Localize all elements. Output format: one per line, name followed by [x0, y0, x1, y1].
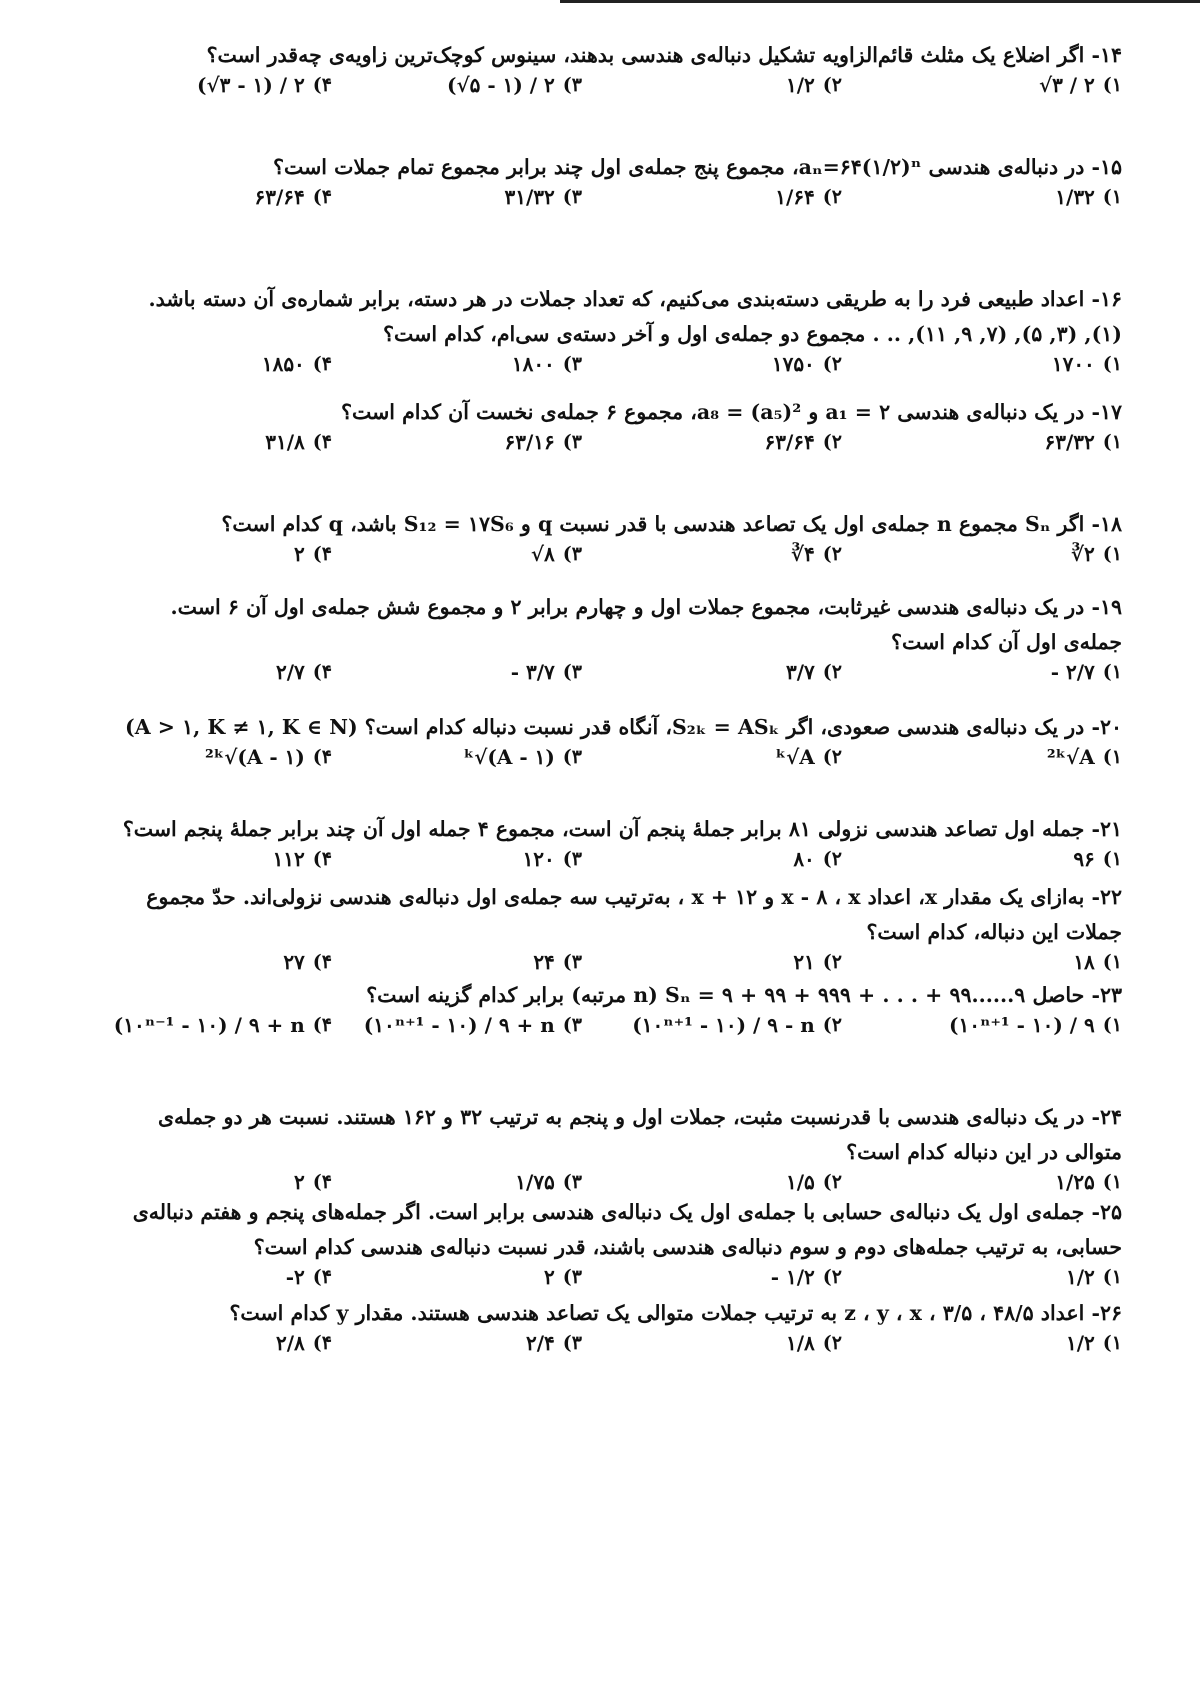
option-number: (۲ — [822, 1266, 842, 1288]
option-value: - ۳/۷ — [510, 660, 555, 684]
option-value: ۲/۴ — [526, 1331, 555, 1355]
option-number: (۲ — [822, 951, 842, 973]
stem-line: ۱۸- اگر Sₙ مجموع n جمله‌ی اول یک تصاعد هندسی با قدر نسبت q و S₁₂ = ۱۷S₆ باشد، q کدام است؟ — [221, 512, 1122, 536]
option-value: ۱/۲۵ — [1055, 1170, 1095, 1194]
option-value: ۱/۲ — [1066, 1265, 1095, 1289]
option-1[interactable] — [1047, 745, 1122, 769]
option-2[interactable] — [772, 352, 842, 376]
option-2[interactable] — [786, 1331, 842, 1355]
option-1[interactable] — [1055, 185, 1122, 209]
option-3[interactable] — [515, 1170, 582, 1194]
option-number: (۳ — [562, 1171, 582, 1193]
option-value: (۱۰ⁿ⁺¹ - ۱۰) / ۹ - n — [632, 1013, 815, 1037]
options-row — [82, 745, 1122, 789]
options-row — [82, 430, 1122, 474]
option-3[interactable] — [464, 745, 582, 769]
option-value: ۱۷۰۰ — [1051, 352, 1095, 376]
options-row — [82, 1331, 1122, 1375]
option-1[interactable] — [1073, 950, 1122, 974]
stem-line: ۲۶- اعداد ۴۸/۵ ، z ، y ، x ، ۳/۵ به ترتیب جملات متوالی یک تصاعد هندسی هستند. مقدار y کدام است؟ — [229, 1301, 1122, 1325]
option-number: (۴ — [312, 74, 332, 96]
option-4[interactable] — [205, 745, 332, 769]
stem-line: (۱), (۳, ۵), (۷, ۹, ۱۱), .. . مجموع دو جمله‌ی اول و آخر دسته‌ی سی‌ام، کدام است؟ — [383, 322, 1122, 346]
options-row — [82, 660, 1122, 704]
option-1[interactable] — [1039, 73, 1122, 97]
option-3[interactable] — [505, 430, 582, 454]
option-4[interactable] — [283, 950, 332, 974]
option-number: (۱ — [1102, 1266, 1122, 1288]
question-18 — [82, 507, 1122, 586]
question-25 — [82, 1195, 1122, 1309]
option-3[interactable] — [505, 185, 582, 209]
option-value: ۸۰ — [793, 847, 815, 871]
option-number: (۲ — [822, 746, 842, 768]
option-3[interactable] — [531, 542, 582, 566]
question-stem — [82, 710, 1122, 745]
option-number: (۳ — [562, 74, 582, 96]
option-4[interactable] — [265, 430, 332, 454]
option-2[interactable] — [776, 745, 842, 769]
option-number: (۱ — [1102, 353, 1122, 375]
option-4[interactable] — [276, 1331, 332, 1355]
option-number: (۱ — [1102, 951, 1122, 973]
option-value: ۲/۸ — [276, 1331, 305, 1355]
option-value: ۳۱/۳۲ — [504, 185, 555, 209]
stem-line: ۱۷- در یک دنباله‌ی هندسی a₁ = ۲ و a₈ = (a₅)²، مجموع ۶ جمله‌ی نخست آن کدام است؟ — [341, 400, 1122, 424]
option-value: -۲ — [285, 1265, 305, 1289]
option-number: (۳ — [562, 848, 582, 870]
option-value: ۲ — [294, 1170, 305, 1194]
options-row — [82, 352, 1122, 396]
option-value: ۱۲۰ — [522, 847, 555, 871]
option-1[interactable] — [1052, 352, 1122, 376]
option-number: (۳ — [562, 186, 582, 208]
option-value: ۱/۲ — [1066, 1331, 1095, 1355]
option-number: (۳ — [562, 1332, 582, 1354]
question-stem — [82, 282, 1122, 352]
option-number: (۴ — [312, 951, 332, 973]
stem-line: ۱۹- در یک دنباله‌ی هندسی غیرثابت، مجموع جملات اول و چهارم برابر ۲ و مجموع شش جمله‌ی اول آن ۶ است. — [170, 595, 1122, 619]
option-number: (۱ — [1102, 186, 1122, 208]
option-4[interactable] — [262, 352, 332, 376]
question-15 — [82, 150, 1122, 229]
option-number: (۱ — [1102, 1014, 1122, 1036]
question-17 — [82, 395, 1122, 474]
option-value: ۲ — [294, 542, 305, 566]
option-value: ۲۴ — [533, 950, 555, 974]
option-value: ۱/۸ — [786, 1331, 815, 1355]
option-1[interactable] — [1051, 660, 1122, 684]
option-number: (۴ — [312, 661, 332, 683]
option-value: ۶۳/۱۶ — [504, 430, 555, 454]
question-stem — [82, 395, 1122, 430]
stem-line: جملات این دنباله، کدام است؟ — [866, 920, 1122, 944]
option-3[interactable] — [526, 1331, 582, 1355]
option-3[interactable] — [512, 352, 582, 376]
option-2[interactable] — [793, 950, 842, 974]
option-2[interactable] — [632, 1013, 842, 1037]
option-value: - ۲/۷ — [1050, 660, 1095, 684]
stem-line: ۲۲- به‌ازای یک مقدار x، اعداد x - ۸ ، x و x + ۱۲ ، به‌ترتیب سه جمله‌ی اول دنباله‌ی هندسی نزولی‌اند. حدّ مجموع — [146, 885, 1122, 909]
option-value: ²ᵏ√A — [1046, 745, 1095, 769]
stem-line: ۱۵- در دنباله‌ی هندسی aₙ=۶۴(۱/۲)ⁿ، مجموع پنج جمله‌ی اول چند برابر مجموع تمام جملات است؟ — [273, 155, 1122, 179]
option-value: ۱/۵ — [786, 1170, 815, 1194]
question-14 — [82, 38, 1122, 117]
option-number: (۱ — [1102, 431, 1122, 453]
option-value: √۸ — [530, 542, 555, 566]
option-number: (۱ — [1102, 746, 1122, 768]
option-2[interactable] — [775, 185, 842, 209]
option-value: ۱۸۵۰ — [261, 352, 305, 376]
option-value: ۱/۷۵ — [515, 1170, 555, 1194]
option-2[interactable] — [786, 660, 842, 684]
stem-line: ۲۴- در یک دنباله‌ی هندسی با قدرنسبت مثبت، جملات اول و پنجم به ترتیب ۳۲ و ۱۶۲ هستند. نسبت هر دو جمله‌ی — [158, 1105, 1122, 1129]
stem-line: ۱۶- اعداد طبیعی فرد را به طریقی دسته‌بندی می‌کنیم، که تعداد جملات در هر دسته، برابر شماره‌ی آن دسته باشد. — [148, 287, 1122, 311]
option-value: ۲۱ — [793, 950, 815, 974]
option-3[interactable] — [544, 1265, 582, 1289]
option-3[interactable] — [511, 660, 582, 684]
option-1[interactable] — [1055, 1170, 1122, 1194]
option-1[interactable] — [1066, 1331, 1122, 1355]
option-value: ۱/۲ — [786, 73, 815, 97]
option-value: ۲۷ — [283, 950, 305, 974]
option-number: (۱ — [1102, 543, 1122, 565]
options-row — [82, 185, 1122, 229]
option-value: ۹۶ — [1073, 847, 1095, 871]
question-stem — [82, 812, 1122, 847]
option-4[interactable] — [197, 73, 332, 97]
option-number: (۳ — [562, 1014, 582, 1036]
option-4[interactable] — [294, 1170, 332, 1194]
option-number: (۱ — [1102, 661, 1122, 683]
question-stem — [82, 1100, 1122, 1170]
option-value: ۳/۷ — [786, 660, 815, 684]
option-value: ۱۱۲ — [272, 847, 305, 871]
top-rule — [560, 0, 1200, 3]
question-26 — [82, 1296, 1122, 1375]
option-number: (۱ — [1102, 1171, 1122, 1193]
option-1[interactable] — [1066, 1265, 1122, 1289]
option-4[interactable] — [294, 542, 332, 566]
option-2[interactable] — [786, 73, 842, 97]
option-number: (۴ — [312, 1266, 332, 1288]
option-number: (۳ — [562, 746, 582, 768]
option-number: (۳ — [562, 1266, 582, 1288]
option-1[interactable] — [1045, 430, 1122, 454]
option-1[interactable] — [1071, 542, 1122, 566]
option-value: ۲/۷ — [276, 660, 305, 684]
option-number: (۱ — [1102, 848, 1122, 870]
stem-line: ۱۴- اگر اضلاع یک مثلث قائم‌الزاویه تشکیل دنباله‌ی هندسی بدهند، سینوس کوچک‌ترین زاویه‌ی چه‌قدر است؟ — [206, 43, 1122, 67]
option-value: √۳ / ۲ — [1038, 73, 1095, 97]
option-number: (۲ — [822, 661, 842, 683]
option-number: (۳ — [562, 951, 582, 973]
option-2[interactable] — [786, 1170, 842, 1194]
question-stem — [82, 880, 1122, 950]
question-23 — [82, 978, 1122, 1057]
option-value: ᵏ√(A - ۱) — [463, 745, 555, 769]
option-value: ∛۴ — [790, 542, 815, 566]
option-number: (۴ — [312, 543, 332, 565]
option-value: ۱۷۵۰ — [771, 352, 815, 376]
option-value: (√۵ - ۱) / ۲ — [447, 73, 555, 97]
option-4[interactable] — [273, 847, 332, 871]
option-number: (۲ — [822, 848, 842, 870]
option-number: (۱ — [1102, 1332, 1122, 1354]
stem-line: ۲۰- در یک دنباله‌ی هندسی صعودی، اگر S₂ₖ = ASₖ، آنگاه قدر نسبت دنباله کدام است؟ (A > ۱, K ≠ ۱, K ∈ N) — [125, 715, 1122, 739]
stem-line: جمله‌ی اول آن کدام است؟ — [891, 630, 1122, 654]
option-value: (۱۰ⁿ⁺¹ - ۱۰) / ۹ — [949, 1013, 1095, 1037]
option-number: (۲ — [822, 543, 842, 565]
question-stem — [82, 1195, 1122, 1265]
option-value: (۱۰ⁿ⁺¹ - ۱۰) / ۹ + n — [363, 1013, 555, 1037]
stem-line: متوالی در این دنباله کدام است؟ — [846, 1140, 1122, 1164]
option-4[interactable] — [286, 1265, 332, 1289]
option-number: (۴ — [312, 353, 332, 375]
question-20 — [82, 710, 1122, 789]
option-value: (√۳ - ۱) / ۲ — [197, 73, 305, 97]
option-number: (۳ — [562, 543, 582, 565]
option-number: (۴ — [312, 746, 332, 768]
question-stem — [82, 590, 1122, 660]
option-number: (۴ — [312, 186, 332, 208]
option-1[interactable] — [949, 1013, 1122, 1037]
question-stem — [82, 1296, 1122, 1331]
question-19 — [82, 590, 1122, 704]
option-4[interactable] — [255, 185, 332, 209]
option-number: (۴ — [312, 1014, 332, 1036]
option-2[interactable] — [791, 542, 842, 566]
question-stem — [82, 507, 1122, 542]
option-number: (۲ — [822, 1332, 842, 1354]
option-number: (۲ — [822, 1014, 842, 1036]
option-number: (۲ — [822, 1171, 842, 1193]
option-number: (۳ — [562, 353, 582, 375]
option-3[interactable] — [364, 1013, 582, 1037]
option-number: (۳ — [562, 431, 582, 453]
options-row — [82, 542, 1122, 586]
option-number: (۴ — [312, 1171, 332, 1193]
option-number: (۲ — [822, 431, 842, 453]
option-value: - ۱/۲ — [770, 1265, 815, 1289]
option-3[interactable] — [533, 950, 582, 974]
option-value: ۶۳/۶۴ — [254, 185, 305, 209]
stem-line: ۲۳- حاصل Sₙ = ۹ + ۹۹ + ۹۹۹ + . . . + ۹۹......۹ (n مرتبه) برابر کدام گزینه است؟ — [366, 983, 1122, 1007]
option-number: (۲ — [822, 353, 842, 375]
stem-line: ۲۵- جمله‌ی اول یک دنباله‌ی حسابی با جمله‌ی اول یک دنباله‌ی هندسی برابر است. اگر جمله‌های پنجم و هفتم دنباله‌ی — [132, 1200, 1122, 1224]
stem-line: حسابی، به ترتیب جمله‌های دوم و سوم دنباله‌ی هندسی باشند، قدر نسبت دنباله‌ی هندسی کدام است؟ — [253, 1235, 1122, 1259]
stem-line: ۲۱- جمله اول تصاعد هندسی نزولی ۸۱ برابر جملهٔ پنجم آن است، مجموع ۴ جمله اول آن چند برابر جملهٔ پنجم است؟ — [122, 817, 1122, 841]
option-3[interactable] — [523, 847, 582, 871]
option-number: (۴ — [312, 1332, 332, 1354]
question-16 — [82, 282, 1122, 396]
option-number: (۴ — [312, 848, 332, 870]
question-stem — [82, 978, 1122, 1013]
option-value: ∛۲ — [1070, 542, 1095, 566]
option-value: ۱/۳۲ — [1055, 185, 1095, 209]
option-4[interactable] — [114, 1013, 332, 1037]
option-value: ᵏ√A — [775, 745, 815, 769]
option-2[interactable] — [765, 430, 842, 454]
option-number: (۳ — [562, 661, 582, 683]
option-value: ۱۸۰۰ — [511, 352, 555, 376]
option-3[interactable] — [447, 73, 582, 97]
option-2[interactable] — [793, 847, 842, 871]
question-22 — [82, 880, 1122, 994]
option-value: ۲ — [544, 1265, 555, 1289]
option-number: (۲ — [822, 186, 842, 208]
option-value: ۱/۶۴ — [775, 185, 815, 209]
option-value: ۶۳/۳۲ — [1044, 430, 1095, 454]
option-value: (۱۰ⁿ⁻¹ - ۱۰) / ۹ + n — [113, 1013, 305, 1037]
question-stem — [82, 38, 1122, 73]
option-number: (۱ — [1102, 74, 1122, 96]
option-value: ۱۸ — [1073, 950, 1095, 974]
option-2[interactable] — [771, 1265, 842, 1289]
option-number: (۴ — [312, 431, 332, 453]
question-stem — [82, 150, 1122, 185]
options-row — [82, 73, 1122, 117]
option-value: ۶۳/۶۴ — [764, 430, 815, 454]
option-1[interactable] — [1073, 847, 1122, 871]
option-value: ۳۱/۸ — [265, 430, 305, 454]
options-row — [82, 1013, 1122, 1057]
option-value: ²ᵏ√(A - ۱) — [205, 745, 305, 769]
option-4[interactable] — [276, 660, 332, 684]
option-number: (۲ — [822, 74, 842, 96]
